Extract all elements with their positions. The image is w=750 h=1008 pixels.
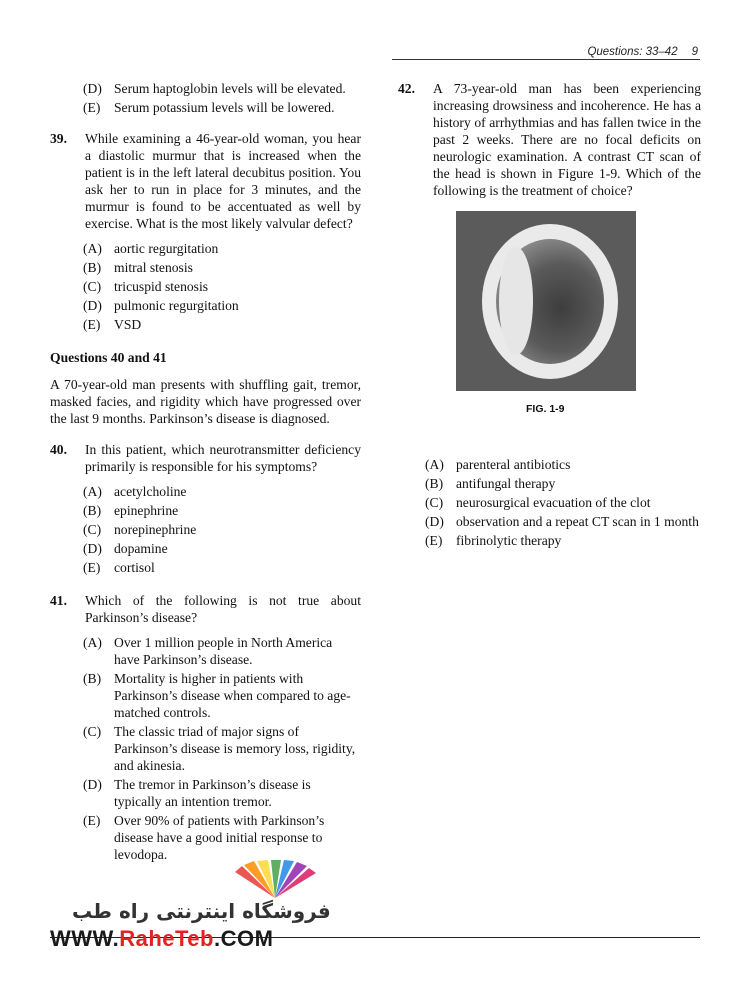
option-e[interactable]: (E) Serum potassium levels will be lowered. [83,100,335,115]
option-d[interactable]: (D) dopamine [83,541,168,556]
question-stem: Which of the following is not true about Parkinson’s disease? [85,593,361,625]
option-b[interactable]: (B) mitral stenosis [83,260,193,275]
header-text: Questions: 33–42 [587,46,678,58]
question-number: 40. [50,442,67,457]
question-40 [50,441,361,576]
question-number: 42. [398,81,415,96]
ct-scan-figure [456,211,636,391]
option-a[interactable]: (A) acetylcholine [83,484,187,499]
option-b[interactable]: (B) Mortality is higher in patients with Parkinson’s disease when compared to age-matched controls. [83,671,351,720]
question-number: 41. [50,593,67,608]
watermark-fan-logo [230,860,320,900]
question-stem: While examining a 46-year-old woman, you hear a diastolic murmur that is increased when the patient is in the left lateral decubitus position. You ask her to run in place for 3 minutes, and the murmur is found to be accentuated as well by exercise. What is the most likely valvular defect? [85,131,361,231]
question-42 [398,80,701,549]
option-d[interactable]: (D) Serum haptoglobin levels will be elevated. [83,81,346,96]
option-c[interactable]: (C) tricuspid stenosis [83,279,209,294]
option-c[interactable]: (C) The classic triad of major signs of Parkinson’s disease is memory loss, rigidity, and akinesia. [83,724,356,773]
option-d[interactable]: (D) observation and a repeat CT scan in 1 month [425,514,699,529]
option-c[interactable]: (C) neurosurgical evacuation of the clot [425,495,651,510]
watermark-persian-text: فروشگاه اینترنتی راه طب [72,899,331,923]
left-column [50,80,361,865]
watermark-url[interactable]: WWW.RaheTeb.COM [50,926,274,951]
option-d[interactable]: (D) The tremor in Parkinson’s disease is typically an intention tremor. [83,777,311,809]
header-rule [392,59,700,60]
option-e[interactable]: (E) fibrinolytic therapy [425,533,562,548]
option-e[interactable]: (E) cortisol [83,560,155,575]
question-39 [50,130,361,333]
section-vignette: A 70-year-old man presents with shuffling gait, tremor, masked facies, and rigidity which have progressed over the last 9 months. Parkinson’s disease is diagnosed. [50,377,361,426]
option-d[interactable]: (D) pulmonic regurgitation [83,298,239,313]
question-stem: In this patient, which neurotransmitter deficiency primarily is responsible for his symptoms? [85,442,361,474]
option-e[interactable]: (E) Over 90% of patients with Parkinson’s disease have a good initial response to levodopa. [83,813,325,862]
option-a[interactable]: (A) aortic regurgitation [83,241,219,256]
option-a[interactable]: (A) parenteral antibiotics [425,457,571,472]
option-b[interactable]: (B) epinephrine [83,503,179,518]
page-number: 9 [691,46,698,58]
section-heading: Questions 40 and 41 [50,350,167,365]
figure-caption: FIG. 1-9 [526,403,565,415]
option-a[interactable]: (A) Over 1 million people in North America have Parkinson’s disease. [83,635,333,667]
option-b[interactable]: (B) antifungal therapy [425,476,556,491]
option-e[interactable]: (E) VSD [83,317,142,332]
right-column [398,80,701,551]
question-stem: A 73-year-old man has been experiencing increasing drowsiness and incoherence. He has a history of arrhythmias and has fallen twice in the past 2 weeks. There are no focal deficits on neurologic examination. A contrast CT scan of the head is shown in Figure 1-9. Which of the following is the treatment of choice? [433,81,701,198]
option-c[interactable]: (C) norepinephrine [83,522,197,537]
question-41 [50,592,361,863]
prev-question-options [50,80,361,116]
subdural-collection [499,247,533,355]
question-number: 39. [50,131,67,146]
